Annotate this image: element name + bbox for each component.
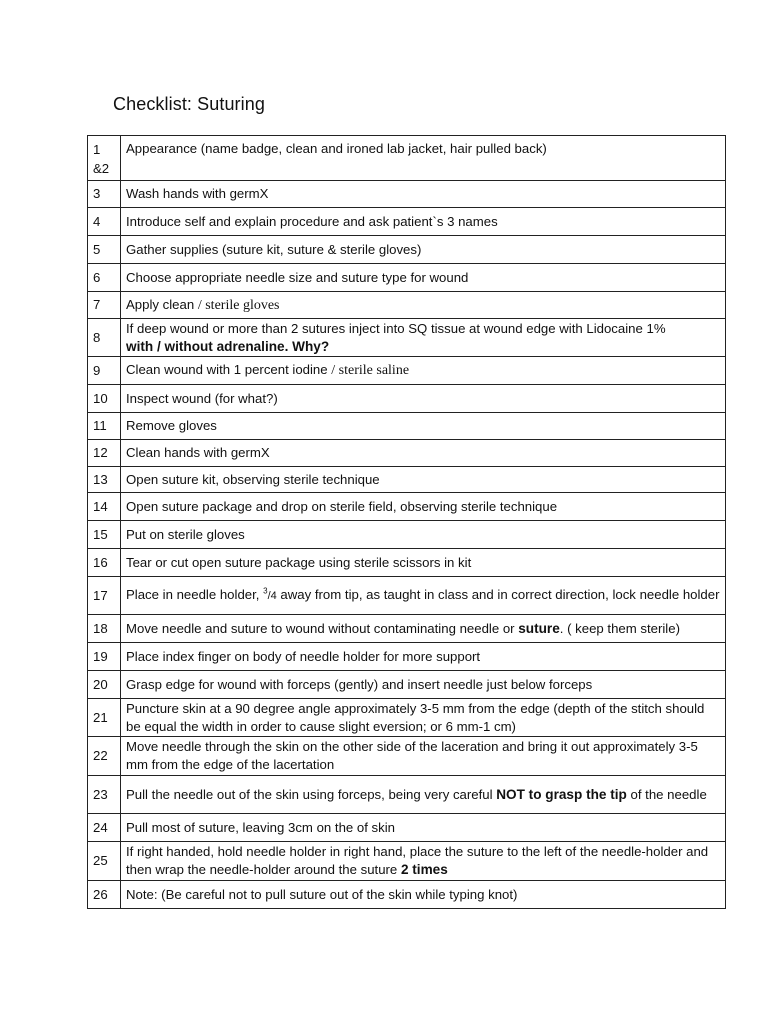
step-text-serif-part: / sterile saline bbox=[331, 363, 410, 378]
step-text: Clean hands with germX bbox=[121, 440, 726, 467]
step-text bbox=[121, 292, 726, 319]
step-number: 22 bbox=[88, 737, 121, 776]
table-row bbox=[88, 699, 726, 737]
step-number: 26 bbox=[88, 881, 121, 909]
step-number: 11 bbox=[88, 413, 121, 440]
table-row bbox=[88, 549, 726, 577]
step-text bbox=[121, 842, 726, 881]
checklist-table bbox=[87, 135, 726, 909]
step-text: Place in needle holder, $^3$/4 away from tip, as taught in class and in correct direction, lock needle holder bbox=[121, 577, 726, 615]
fraction-numerator: 3 bbox=[263, 586, 268, 596]
step-text bbox=[121, 357, 726, 385]
step-text bbox=[121, 615, 726, 643]
step-text-part: If deep wound or more than 2 sutures inject into SQ tissue at wound edge with Lidocaine 1% bbox=[126, 320, 666, 336]
step-text: Inspect wound (for what?) bbox=[121, 385, 726, 413]
step-text: Place index finger on body of needle holder for more support bbox=[121, 643, 726, 671]
step-text bbox=[121, 776, 726, 814]
step-number: 5 bbox=[88, 236, 121, 264]
step-text-part: Clean wound with 1 percent iodine bbox=[126, 362, 332, 377]
table-row bbox=[88, 467, 726, 493]
table-row bbox=[88, 319, 726, 357]
table-row bbox=[88, 577, 726, 615]
step-number: 23 bbox=[88, 776, 121, 814]
step-text: Move needle through the skin on the other side of the laceration and bring it out approximately 3-5 mm from the edge of the lacertation bbox=[121, 737, 726, 776]
table-row bbox=[88, 737, 726, 776]
step-number: 13 bbox=[88, 467, 121, 493]
table-row bbox=[88, 493, 726, 521]
step-text-bold-part: suture bbox=[518, 620, 560, 636]
step-text-part: Apply clean bbox=[126, 296, 198, 312]
step-text: Tear or cut open suture package using sterile scissors in kit bbox=[121, 549, 726, 577]
step-number: 21 bbox=[88, 699, 121, 737]
table-row bbox=[88, 292, 726, 319]
table-row bbox=[88, 881, 726, 909]
table-row bbox=[88, 842, 726, 881]
table-row bbox=[88, 208, 726, 236]
step-number: 1 &2 bbox=[88, 136, 121, 181]
step-text-part: If right handed, hold needle holder in right hand, place the suture to the left of the needle-holder and then wrap the needle-holder around the suture bbox=[126, 844, 709, 877]
table-row bbox=[88, 440, 726, 467]
step-text: Open suture kit, observing sterile technique bbox=[121, 467, 726, 493]
step-number: 7 bbox=[88, 292, 121, 319]
step-text-bold-part: NOT to grasp the tip bbox=[496, 786, 627, 802]
step-text bbox=[121, 319, 726, 357]
step-text: Put on sterile gloves bbox=[121, 521, 726, 549]
step-text-part: of the needle bbox=[626, 786, 707, 802]
step-text: Appearance (name badge, clean and ironed lab jacket, hair pulled back) bbox=[121, 136, 726, 181]
table-row bbox=[88, 264, 726, 292]
step-number: 3 bbox=[88, 181, 121, 208]
table-row bbox=[88, 181, 726, 208]
step-number: 9 bbox=[88, 357, 121, 385]
step-number: 19 bbox=[88, 643, 121, 671]
step-text: Grasp edge for wound with forceps (gently) and insert needle just below forceps bbox=[121, 671, 726, 699]
step-text-part: Place in needle holder, bbox=[126, 587, 264, 602]
table-row bbox=[88, 776, 726, 814]
step-text-part: away from tip, as taught in class and in correct direction, lock needle holder bbox=[276, 587, 720, 602]
step-text-part: . ( keep them sterile) bbox=[559, 620, 680, 636]
fraction-denominator: 4 bbox=[270, 590, 277, 602]
step-number: 4 bbox=[88, 208, 121, 236]
step-text: Puncture skin at a 90 degree angle approximately 3-5 mm from the edge (depth of the stitch should be equal the width in order to cause slight eversion; or 6 mm-1 cm) bbox=[121, 699, 726, 737]
step-number: 17 bbox=[88, 577, 121, 615]
step-number: 14 bbox=[88, 493, 121, 521]
step-number: 10 bbox=[88, 385, 121, 413]
step-text: Choose appropriate needle size and suture type for wound bbox=[121, 264, 726, 292]
table-row bbox=[88, 413, 726, 440]
step-number: 8 bbox=[88, 319, 121, 357]
step-text: Introduce self and explain procedure and ask patient`s 3 names bbox=[121, 208, 726, 236]
step-text-part: Move needle and suture to wound without contaminating needle or bbox=[126, 620, 519, 636]
step-text: Wash hands with germX bbox=[121, 181, 726, 208]
step-number: 20 bbox=[88, 671, 121, 699]
table-row bbox=[88, 643, 726, 671]
step-number: 25 bbox=[88, 842, 121, 881]
table-row bbox=[88, 385, 726, 413]
step-text-serif-part: / sterile gloves bbox=[197, 297, 280, 313]
step-text-bold-part: with / without adrenaline. Why? bbox=[126, 338, 330, 354]
step-number: 12 bbox=[88, 440, 121, 467]
step-number: 6 bbox=[88, 264, 121, 292]
table-row bbox=[88, 357, 726, 385]
step-number: 24 bbox=[88, 814, 121, 842]
step-number: 18 bbox=[88, 615, 121, 643]
table-row bbox=[88, 615, 726, 643]
table-row bbox=[88, 236, 726, 264]
step-text: Open suture package and drop on sterile field, observing sterile technique bbox=[121, 493, 726, 521]
step-text: Gather supplies (suture kit, suture & sterile gloves) bbox=[121, 236, 726, 264]
page-title: Checklist: Suturing bbox=[113, 94, 265, 114]
table-row bbox=[88, 136, 726, 181]
step-text-part: Pull the needle out of the skin using forceps, being very careful bbox=[126, 786, 497, 802]
step-text: Note: (Be careful not to pull suture out of the skin while typing knot) bbox=[121, 881, 726, 909]
step-number: 15 bbox=[88, 521, 121, 549]
step-text-bold-part: 2 times bbox=[400, 862, 448, 877]
table-row bbox=[88, 521, 726, 549]
step-text: Remove gloves bbox=[121, 413, 726, 440]
step-number: 16 bbox=[88, 549, 121, 577]
table-row bbox=[88, 671, 726, 699]
step-text: Pull most of suture, leaving 3cm on the of skin bbox=[121, 814, 726, 842]
table-row bbox=[88, 814, 726, 842]
